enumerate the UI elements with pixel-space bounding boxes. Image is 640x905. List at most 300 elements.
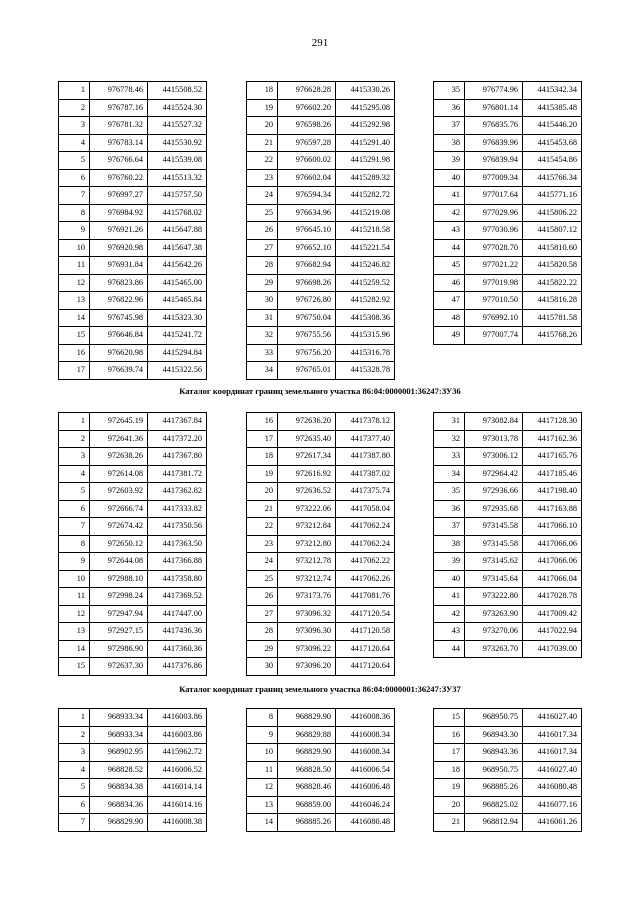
x-coordinate: 973145.58 [465,535,523,553]
point-number: 47 [434,292,465,310]
y-coordinate: 4415962.72 [148,744,207,762]
x-coordinate: 973145.58 [465,518,523,536]
coordinate-table [58,708,207,832]
table-row [59,744,207,762]
table-row [247,779,395,797]
x-coordinate: 976921.26 [90,222,148,240]
y-coordinate: 4415806.22 [523,204,582,222]
x-coordinate: 976774.96 [465,82,523,100]
point-number: 3 [59,448,90,466]
coordinate-table [433,81,582,345]
x-coordinate: 968943.30 [465,726,523,744]
y-coordinate: 4416080.48 [523,779,582,797]
table-row [247,413,395,431]
x-coordinate: 976765.01 [278,362,336,380]
x-coordinate: 973013.78 [465,430,523,448]
y-coordinate: 4415219.08 [336,204,395,222]
point-number: 3 [59,117,90,135]
y-coordinate: 4416014.14 [148,779,207,797]
point-number: 33 [434,448,465,466]
y-coordinate: 4416008.36 [336,709,395,727]
table-row [59,257,207,275]
table-row [247,465,395,483]
coordinate-table [246,412,395,676]
point-number: 28 [247,623,278,641]
y-coordinate: 4415218.58 [336,222,395,240]
table-row [247,327,395,345]
y-coordinate: 4417387.02 [336,465,395,483]
table-row [59,430,207,448]
x-coordinate: 976602.20 [278,99,336,117]
table-row [247,274,395,292]
table-row [247,744,395,762]
x-coordinate: 968859.00 [278,796,336,814]
table-row [59,588,207,606]
point-number: 16 [59,344,90,362]
table-row [247,605,395,623]
x-coordinate: 973145.64 [465,570,523,588]
point-number: 43 [434,623,465,641]
point-number: 1 [59,709,90,727]
x-coordinate: 976726.80 [278,292,336,310]
catalog-title-zu36: Каталог координат границ земельного участка 86:04:0000001:36247:ЗУ36 [179,386,461,396]
y-coordinate: 4415282.72 [336,187,395,205]
table-row [59,99,207,117]
table-row [434,274,582,292]
point-number: 26 [247,588,278,606]
y-coordinate: 4417366.88 [148,553,207,571]
x-coordinate: 973082.84 [465,413,523,431]
x-coordinate: 972614.08 [90,465,148,483]
x-coordinate: 976997.27 [90,187,148,205]
y-coordinate: 4417387.80 [336,448,395,466]
point-number: 11 [247,761,278,779]
y-coordinate: 4417165.76 [523,448,582,466]
point-number: 7 [59,518,90,536]
point-number: 1 [59,413,90,431]
x-coordinate: 973222.80 [465,588,523,606]
table-row [247,483,395,501]
point-number: 13 [247,796,278,814]
table-row [434,814,582,832]
x-coordinate: 972645.19 [90,413,148,431]
x-coordinate: 976698.26 [278,274,336,292]
y-coordinate: 4417062.26 [336,570,395,588]
table-row [434,430,582,448]
table-row [434,726,582,744]
table-row [59,500,207,518]
table-row [247,814,395,832]
x-coordinate: 977017.64 [465,187,523,205]
y-coordinate: 4417028.78 [523,588,582,606]
point-number: 23 [247,169,278,187]
y-coordinate: 4415282.92 [336,292,395,310]
point-number: 26 [247,222,278,240]
point-number: 12 [247,779,278,797]
y-coordinate: 4415768.02 [148,204,207,222]
y-coordinate: 4417062.24 [336,518,395,536]
table-row [434,134,582,152]
y-coordinate: 4415816.28 [523,292,582,310]
x-coordinate: 972674.42 [90,518,148,536]
point-number: 23 [247,535,278,553]
x-coordinate: 976682.94 [278,257,336,275]
point-number: 4 [59,761,90,779]
table-row [434,327,582,345]
table-row [59,605,207,623]
y-coordinate: 4415241.72 [148,327,207,345]
x-coordinate: 976781.32 [90,117,148,135]
table-row [434,292,582,310]
table-row [59,814,207,832]
y-coordinate: 4415642.26 [148,257,207,275]
table-row [59,553,207,571]
point-number: 18 [247,82,278,100]
table-row [247,292,395,310]
x-coordinate: 977030.96 [465,222,523,240]
x-coordinate: 976594.34 [278,187,336,205]
y-coordinate: 4415465.84 [148,292,207,310]
y-coordinate: 4415316.78 [336,344,395,362]
x-coordinate: 976597.28 [278,134,336,152]
y-coordinate: 4415259.52 [336,274,395,292]
point-number: 30 [247,658,278,676]
x-coordinate: 968828.50 [278,761,336,779]
y-coordinate: 4416003.86 [148,709,207,727]
point-number: 7 [59,814,90,832]
table-row [434,779,582,797]
table-row [59,169,207,187]
y-coordinate: 4415246.82 [336,257,395,275]
point-number: 15 [434,709,465,727]
table-row [247,99,395,117]
x-coordinate: 968943.36 [465,744,523,762]
point-number: 18 [434,761,465,779]
point-number: 30 [247,292,278,310]
y-coordinate: 4417039.00 [523,640,582,658]
x-coordinate: 972636.20 [278,413,336,431]
table-row [434,204,582,222]
x-coordinate: 973270.06 [465,623,523,641]
point-number: 44 [434,640,465,658]
table-row [59,82,207,100]
point-number: 20 [247,117,278,135]
x-coordinate: 973173.76 [278,588,336,606]
x-coordinate: 977010.50 [465,292,523,310]
x-coordinate: 968933.34 [90,709,148,727]
y-coordinate: 4417120.58 [336,623,395,641]
y-coordinate: 4416008.34 [336,726,395,744]
table-row [247,117,395,135]
table-row [247,623,395,641]
x-coordinate: 976645.10 [278,222,336,240]
point-number: 42 [434,204,465,222]
table-row [434,465,582,483]
x-coordinate: 976756.20 [278,344,336,362]
table-row [59,309,207,327]
table-row [434,99,582,117]
table-row [434,152,582,170]
table-row [434,605,582,623]
point-number: 43 [434,222,465,240]
table-row [59,239,207,257]
y-coordinate: 4415810.60 [523,239,582,257]
table-row [247,344,395,362]
point-number: 19 [247,465,278,483]
y-coordinate: 4417066.06 [523,535,582,553]
point-number: 1 [59,82,90,100]
x-coordinate: 977019.98 [465,274,523,292]
point-number: 36 [434,99,465,117]
y-coordinate: 4417372.20 [148,430,207,448]
table-row [247,152,395,170]
table-row [59,640,207,658]
y-coordinate: 4416027.40 [523,709,582,727]
y-coordinate: 4415221.54 [336,239,395,257]
table-row [59,518,207,536]
y-coordinate: 4415527.32 [148,117,207,135]
table-row [59,465,207,483]
point-number: 41 [434,588,465,606]
table-row [59,709,207,727]
table-row [247,726,395,744]
y-coordinate: 4415513.32 [148,169,207,187]
table-row [434,117,582,135]
table-row [247,553,395,571]
table-row [59,327,207,345]
x-coordinate: 972637.30 [90,658,148,676]
x-coordinate: 973263.70 [465,640,523,658]
table-row [434,82,582,100]
catalog-title-zu37: Каталог координат границ земельного участка 86:04:0000001:36247:ЗУ37 [179,684,461,694]
table-row [59,413,207,431]
point-number: 9 [247,726,278,744]
table-row [59,134,207,152]
y-coordinate: 4416077.16 [523,796,582,814]
point-number: 35 [434,82,465,100]
y-coordinate: 4415323.30 [148,309,207,327]
point-number: 32 [247,327,278,345]
x-coordinate: 976823.86 [90,274,148,292]
y-coordinate: 4417128.30 [523,413,582,431]
table-row [59,362,207,380]
y-coordinate: 4416080.48 [336,814,395,832]
x-coordinate: 976778.46 [90,82,148,100]
point-number: 24 [247,553,278,571]
table-row [247,430,395,448]
point-number: 21 [434,814,465,832]
point-number: 33 [247,344,278,362]
x-coordinate: 973096.30 [278,623,336,641]
x-coordinate: 976755.56 [278,327,336,345]
y-coordinate: 4415454.86 [523,152,582,170]
x-coordinate: 972947.94 [90,605,148,623]
table-row [434,623,582,641]
y-coordinate: 4415291.40 [336,134,395,152]
y-coordinate: 4417375.74 [336,483,395,501]
y-coordinate: 4415508.52 [148,82,207,100]
x-coordinate: 972986.90 [90,640,148,658]
x-coordinate: 973212.84 [278,518,336,536]
table-row [247,448,395,466]
y-coordinate: 4416006.48 [336,779,395,797]
point-number: 5 [59,152,90,170]
point-number: 45 [434,257,465,275]
y-coordinate: 4417120.54 [336,605,395,623]
point-number: 6 [59,169,90,187]
point-number: 15 [59,327,90,345]
table-row [59,187,207,205]
x-coordinate: 976766.64 [90,152,148,170]
point-number: 10 [59,239,90,257]
point-number: 10 [59,570,90,588]
x-coordinate: 973212.78 [278,553,336,571]
table-row [59,222,207,240]
point-number: 21 [247,134,278,152]
table-row [434,640,582,658]
point-number: 3 [59,744,90,762]
y-coordinate: 4415781.58 [523,309,582,327]
x-coordinate: 976839.94 [465,152,523,170]
point-number: 19 [434,779,465,797]
x-coordinate: 968829.88 [278,726,336,744]
x-coordinate: 968834.36 [90,796,148,814]
y-coordinate: 4417198.40 [523,483,582,501]
table-row [247,640,395,658]
coordinate-table [246,708,395,832]
point-number: 24 [247,187,278,205]
x-coordinate: 977007.74 [465,327,523,345]
y-coordinate: 4415647.38 [148,239,207,257]
table-row [247,709,395,727]
y-coordinate: 4417009.42 [523,605,582,623]
coordinate-table [433,708,582,832]
point-number: 48 [434,309,465,327]
x-coordinate: 968829.90 [90,814,148,832]
point-number: 19 [247,99,278,117]
y-coordinate: 4417066.06 [523,553,582,571]
point-number: 41 [434,187,465,205]
y-coordinate: 4415328.78 [336,362,395,380]
x-coordinate: 976984.92 [90,204,148,222]
y-coordinate: 4416006.52 [148,761,207,779]
table-row [247,257,395,275]
x-coordinate: 972998.24 [90,588,148,606]
y-coordinate: 4417377.40 [336,430,395,448]
table-row [434,169,582,187]
y-coordinate: 4417185.46 [523,465,582,483]
x-coordinate: 976839.96 [465,134,523,152]
table-row [434,744,582,762]
x-coordinate: 972964.42 [465,465,523,483]
x-coordinate: 976598.26 [278,117,336,135]
y-coordinate: 4415647.88 [148,222,207,240]
x-coordinate: 972617.34 [278,448,336,466]
y-coordinate: 4415330.26 [336,82,395,100]
table-row [59,535,207,553]
point-number: 37 [434,117,465,135]
point-number: 39 [434,152,465,170]
y-coordinate: 4417367.80 [148,448,207,466]
y-coordinate: 4417436.36 [148,623,207,641]
point-number: 2 [59,430,90,448]
table-row [59,152,207,170]
y-coordinate: 4417062.24 [336,535,395,553]
point-number: 13 [59,292,90,310]
point-number: 8 [247,709,278,727]
y-coordinate: 4416006.54 [336,761,395,779]
point-number: 27 [247,239,278,257]
y-coordinate: 4415308.36 [336,309,395,327]
point-number: 35 [434,483,465,501]
y-coordinate: 4415295.08 [336,99,395,117]
point-number: 36 [434,500,465,518]
point-number: 5 [59,483,90,501]
table-row [434,257,582,275]
point-number: 37 [434,518,465,536]
point-number: 38 [434,134,465,152]
x-coordinate: 972635.40 [278,430,336,448]
x-coordinate: 972935.68 [465,500,523,518]
x-coordinate: 968828.46 [278,779,336,797]
point-number: 11 [59,588,90,606]
x-coordinate: 976920.98 [90,239,148,257]
y-coordinate: 4415446.20 [523,117,582,135]
x-coordinate: 968885.26 [278,814,336,832]
x-coordinate: 968902.95 [90,744,148,762]
point-number: 40 [434,570,465,588]
table-row [247,362,395,380]
table-row [434,709,582,727]
table-row [434,761,582,779]
y-coordinate: 4417162.36 [523,430,582,448]
y-coordinate: 4417163.88 [523,500,582,518]
x-coordinate: 972638.26 [90,448,148,466]
y-coordinate: 4415385.48 [523,99,582,117]
table-row [247,658,395,676]
y-coordinate: 4417363.50 [148,535,207,553]
x-coordinate: 976992.10 [465,309,523,327]
x-coordinate: 973145.62 [465,553,523,571]
page-number: 291 [311,37,329,49]
table-row [247,222,395,240]
table-row [434,483,582,501]
table-row [434,239,582,257]
table-row [59,204,207,222]
x-coordinate: 973263.90 [465,605,523,623]
point-number: 40 [434,169,465,187]
y-coordinate: 4415322.56 [148,362,207,380]
x-coordinate: 968885.26 [465,779,523,797]
point-number: 17 [59,362,90,380]
x-coordinate: 972641.36 [90,430,148,448]
y-coordinate: 4415291.98 [336,152,395,170]
x-coordinate: 968829.90 [278,744,336,762]
point-number: 16 [247,413,278,431]
point-number: 39 [434,553,465,571]
point-number: 49 [434,327,465,345]
table-row [59,344,207,362]
x-coordinate: 973006.12 [465,448,523,466]
x-coordinate: 968950.75 [465,709,523,727]
x-coordinate: 976931.84 [90,257,148,275]
table-row [59,761,207,779]
x-coordinate: 972936.66 [465,483,523,501]
table-row [434,309,582,327]
point-number: 2 [59,99,90,117]
table-row [247,518,395,536]
point-number: 31 [247,309,278,327]
